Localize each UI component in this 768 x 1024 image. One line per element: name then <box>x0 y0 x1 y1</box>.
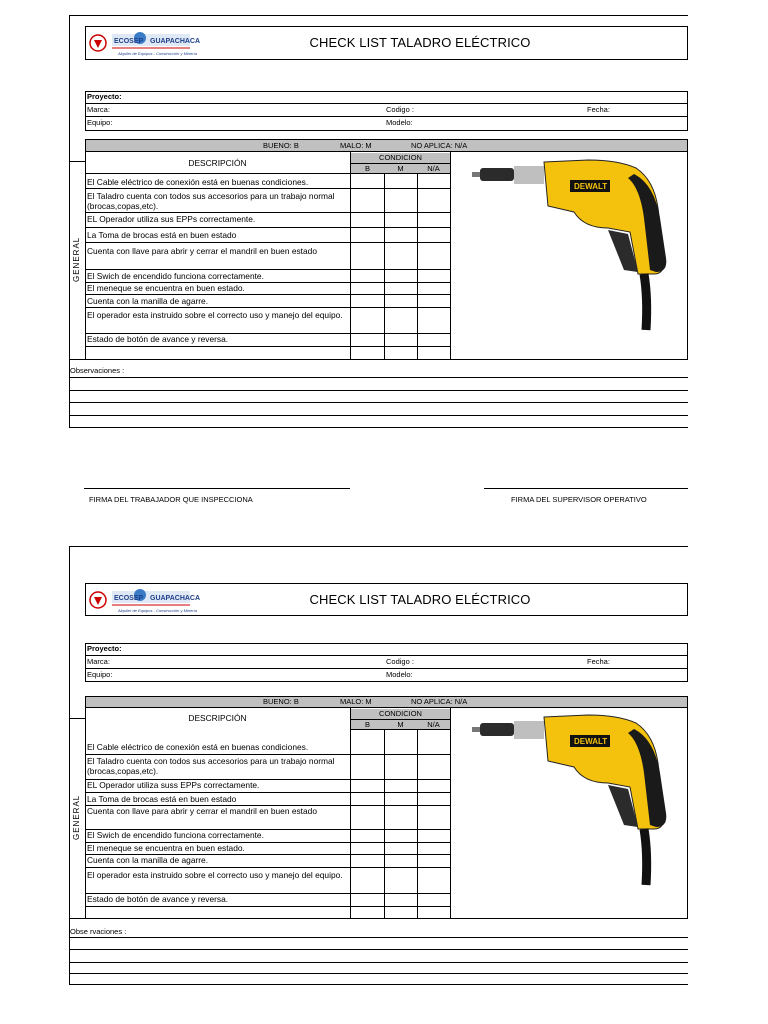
codigo-label: Codigo : <box>386 657 414 666</box>
legend-bueno: BUENO: B <box>263 697 299 706</box>
bottom-border <box>69 984 688 985</box>
equipo-label: Equipo: <box>87 670 113 679</box>
item-9: El operador esta instruido sobre el correcto uso y manejo del equipo. <box>87 310 343 320</box>
legend-malo: MALO: M <box>340 141 372 150</box>
col-m: M <box>397 720 404 729</box>
svg-text:Alquiler de Equipos - Construc: Alquiler de Equipos - Construcción y Minería <box>118 51 197 56</box>
col-b: B <box>364 720 370 729</box>
descripcion-header: DESCRIPCIÓN <box>188 713 247 723</box>
fecha-label: Fecha: <box>587 657 610 666</box>
section-general-label: GENERAL <box>72 794 81 840</box>
legend-bar <box>85 696 688 708</box>
item-5: Cuenta con llave para abrir y cerrar el mandril en buen estado <box>87 806 317 816</box>
top-border <box>69 15 688 16</box>
legend-bar <box>85 139 688 152</box>
legend-malo: MALO: M <box>340 697 372 706</box>
item-5: Cuenta con llave para abrir y cerrar el mandril en buen estado <box>87 246 317 256</box>
item-7: El meneque se encuentra en buen estado. <box>87 283 245 293</box>
item-1: El Cable eléctrico de conexión está en buenas condiciones. <box>87 742 309 752</box>
drill-brand: DEWALT <box>574 737 608 746</box>
col-m: M <box>397 164 404 173</box>
legend-bueno: BUENO: B <box>263 141 299 150</box>
proyecto-label: Proyecto: <box>87 644 122 653</box>
item-2: El Taladro cuenta con todos sus accesorios para un trabajo normal (brocas,copas,etc). <box>87 756 335 776</box>
item-3: EL Operador utiliza suss EPPs correctamente. <box>87 780 260 790</box>
observaciones-label: Observaciones : <box>70 366 125 375</box>
item-7: El meneque se encuentra en buen estado. <box>87 843 245 853</box>
svg-text:GUAPACHACA: GUAPACHACA <box>150 595 201 602</box>
col-na: N/A <box>427 164 440 173</box>
condicion-header: CONDICION <box>379 153 422 162</box>
descripcion-header: DESCRIPCIÓN <box>188 158 247 168</box>
firma-trabajador: FIRMA DEL TRABAJADOR QUE INSPECCIONA <box>89 495 253 504</box>
item-8: Cuenta con la manilla de agarre. <box>87 855 209 865</box>
top-border <box>69 546 688 547</box>
company-logo <box>88 585 201 620</box>
svg-text:GUAPACHACA: GUAPACHACA <box>150 38 201 45</box>
svg-text:Alquiler de Equipos - Construc: Alquiler de Equipos - Construcción y Minería <box>118 608 197 613</box>
observaciones-label: Obse rvaciones : <box>70 927 127 936</box>
item-4: La Toma de brocas está en buen estado <box>87 230 237 240</box>
company-logo <box>88 28 201 63</box>
equipo-label: Equipo: <box>87 118 113 127</box>
bottom-border <box>69 427 688 428</box>
section-general-label: GENERAL <box>72 236 81 282</box>
page-title: CHECK LIST TALADRO ELÉCTRICO <box>309 592 531 607</box>
item-1: El Cable eléctrico de conexión está en buenas condiciones. <box>87 177 309 187</box>
item-6: El Swich de encendido funciona correctamente. <box>87 271 264 281</box>
svg-text:ECOSEP: ECOSEP <box>114 595 144 602</box>
col-na: N/A <box>427 720 440 729</box>
col-b: B <box>364 164 370 173</box>
proyecto-label: Proyecto: <box>87 92 122 101</box>
item-10: Estado de botón de avance y reversa. <box>87 334 229 344</box>
legend-no-aplica: NO APLICA: N/A <box>411 141 468 150</box>
modelo-label: Modelo: <box>386 118 413 127</box>
legend-no-aplica: NO APLICA: N/A <box>411 697 468 706</box>
drill-image <box>468 158 678 339</box>
codigo-label: Codigo : <box>386 105 414 114</box>
item-8: Cuenta con la manilla de agarre. <box>87 296 209 306</box>
page-title: CHECK LIST TALADRO ELÉCTRICO <box>309 35 531 50</box>
item-10: Estado de botón de avance y reversa. <box>87 894 229 904</box>
item-2: El Taladro cuenta con todos sus accesorios para un trabajo normal (brocas,copas,etc). <box>87 191 335 211</box>
item-6: El Swich de encendido funciona correctamente. <box>87 830 264 840</box>
marca-label: Marca: <box>87 105 110 114</box>
svg-text:ECOSEP: ECOSEP <box>114 38 144 45</box>
item-9: El operador esta instruido sobre el correcto uso y manejo del equipo. <box>87 870 343 880</box>
condicion-header: CONDICION <box>379 709 422 718</box>
fecha-label: Fecha: <box>587 105 610 114</box>
firma-supervisor: FIRMA DEL SUPERVISOR OPERATIVO <box>511 495 647 504</box>
modelo-label: Modelo: <box>386 670 413 679</box>
marca-label: Marca: <box>87 657 110 666</box>
item-3: EL Operador utiliza sus EPPs correctamente. <box>87 214 256 224</box>
drill-image <box>468 713 678 894</box>
drill-brand: DEWALT <box>574 182 608 191</box>
item-4: La Toma de brocas está en buen estado <box>87 794 237 804</box>
